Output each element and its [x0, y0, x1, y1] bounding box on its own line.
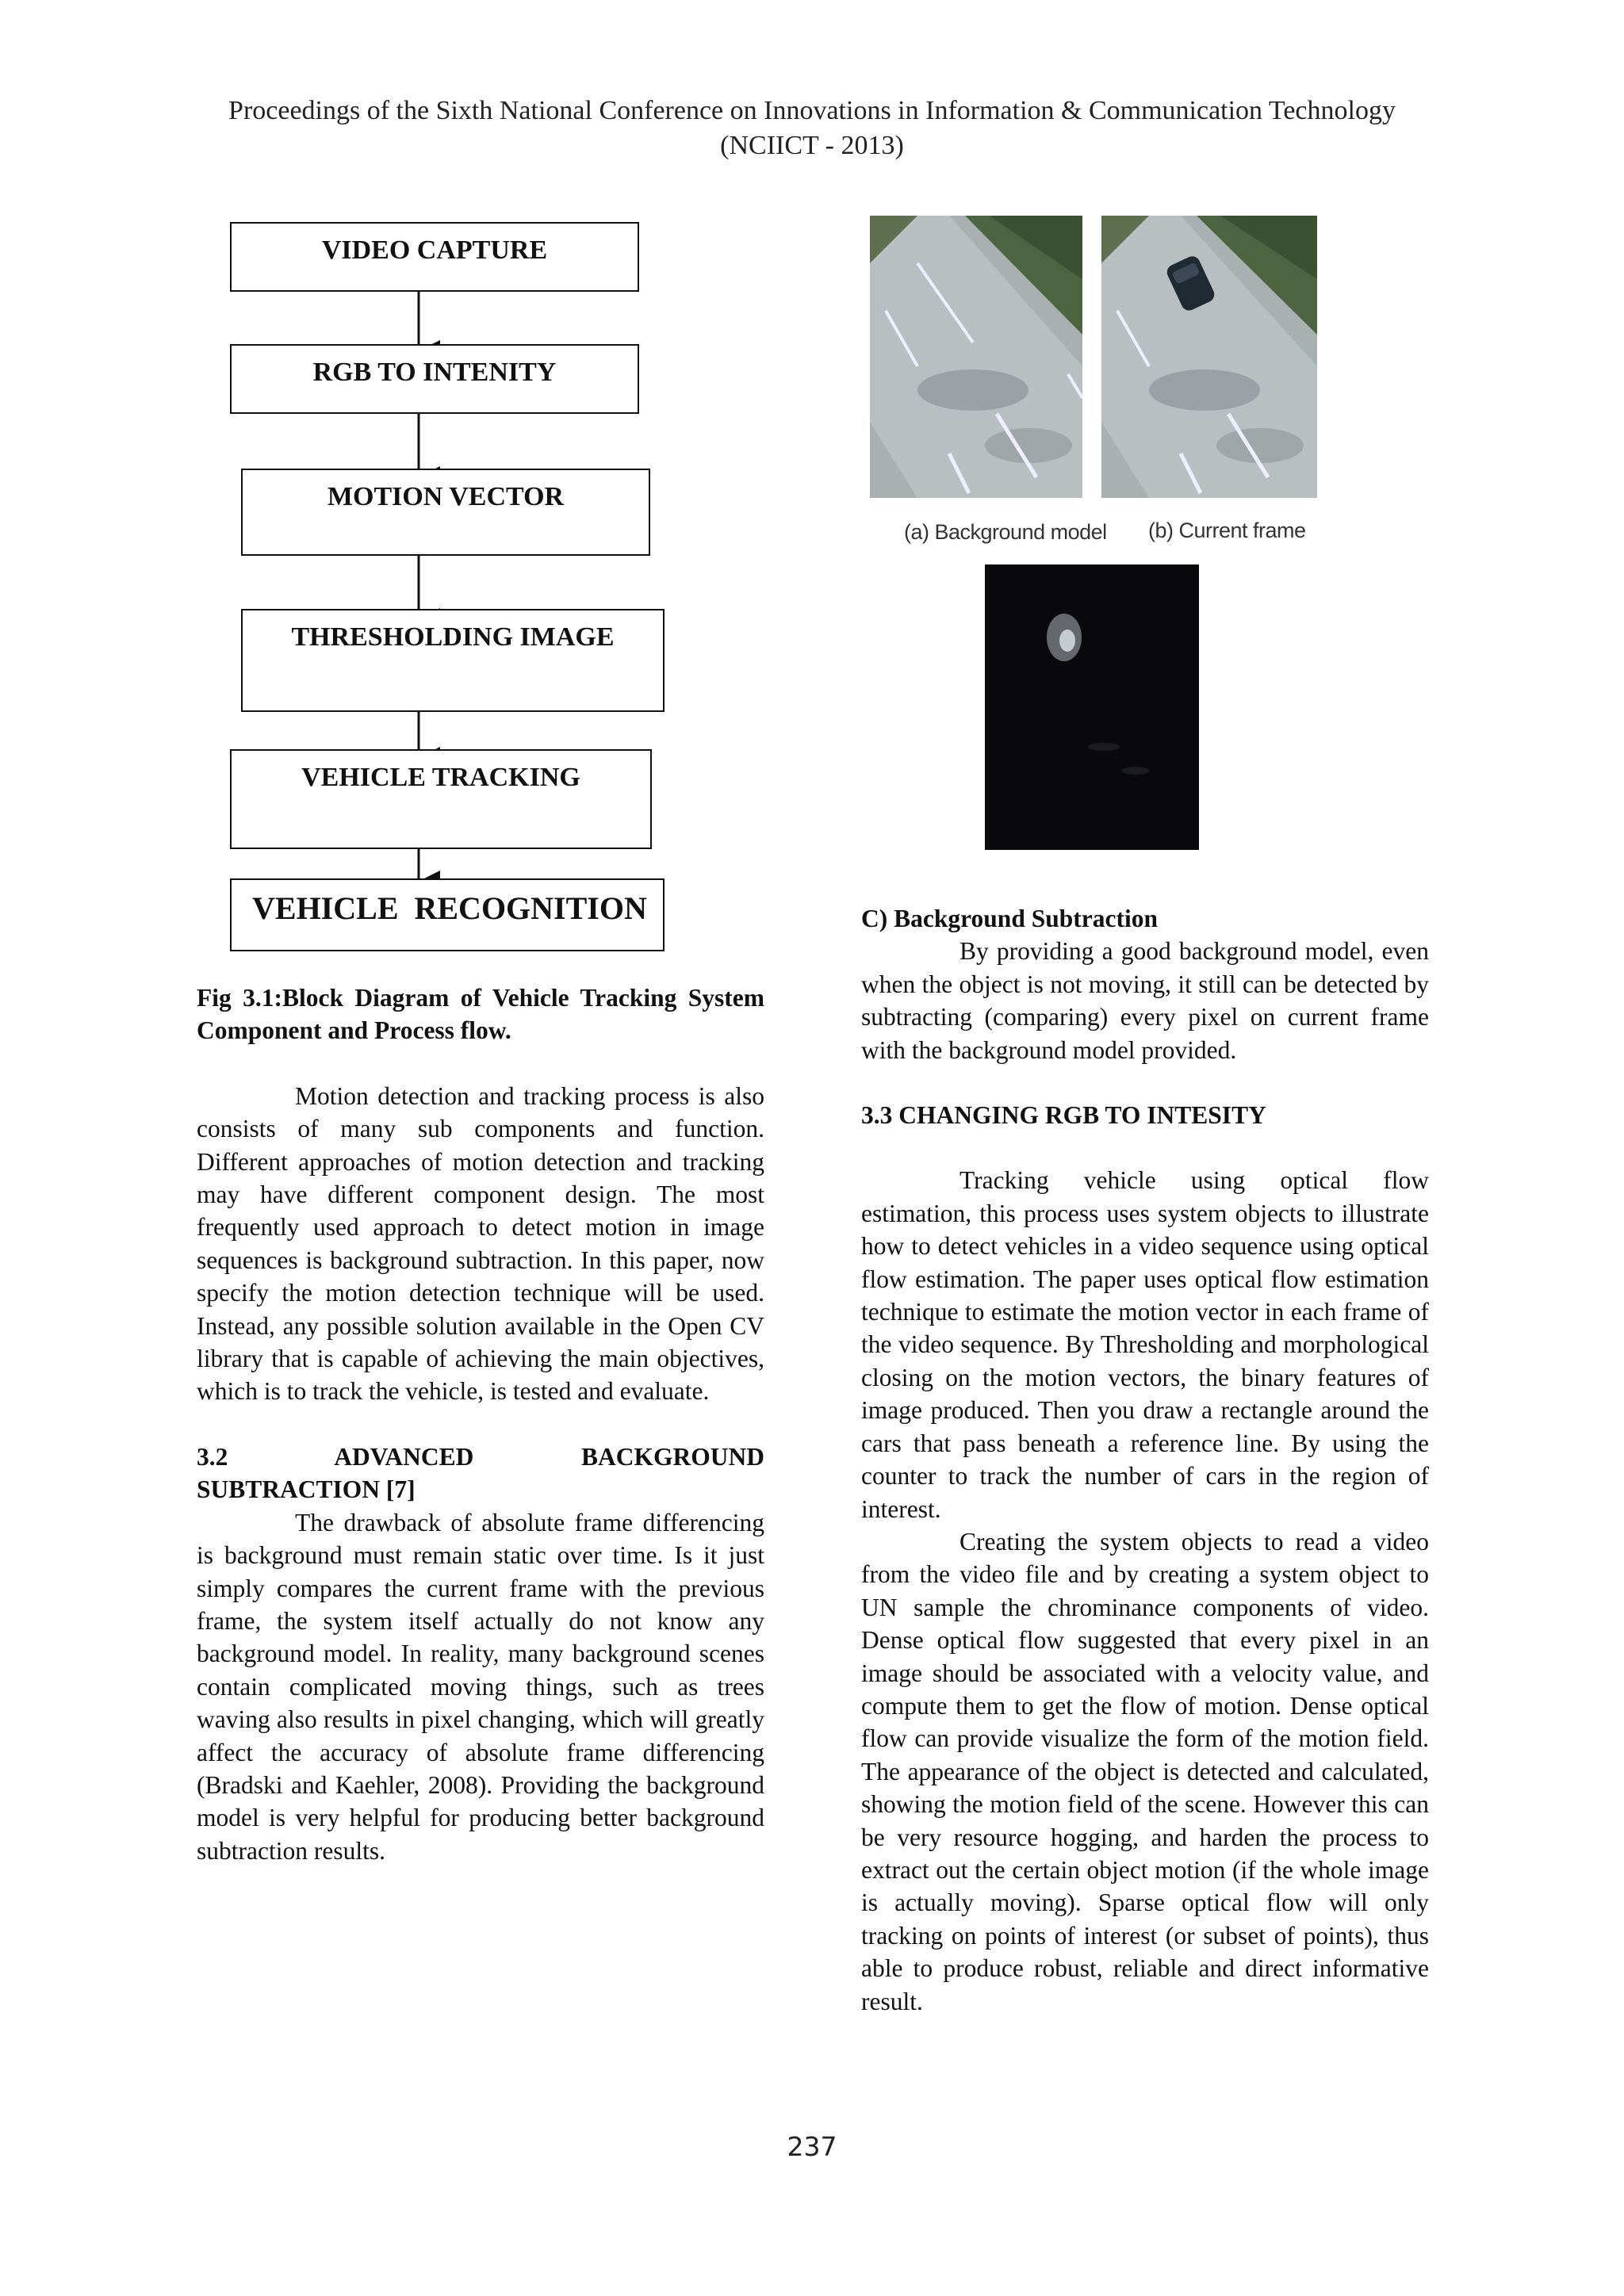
difference-image	[985, 564, 1199, 850]
label-current-frame: (b) Current frame	[1148, 519, 1306, 542]
right-column	[861, 902, 1429, 2018]
section-heading-3-2: 3.2 ADVANCED BACKGROUND	[197, 1442, 764, 1471]
block-diagram	[0, 0, 793, 951]
right-paragraph-2: Creating the system objects to read a video from the video file and by creating a system object to UN sample the chrominance components of video. Dense optical flow suggested that every pixel in an image should be associated with a velocity value, and compute them to get the flow of motion. Dense optical flow can provide visualize the form of the motion field. The appearance of the object is detected and calculated, showing the motion field of the scene. However this can be very resource hogging, and harden the process to extract out the certain object motion (if the whole image is actually moving). Sparse optical flow will only tracking on points of interest (or subset of points), thus able to produce robust, reliable and direct informative result.	[861, 1527, 1429, 2015]
current-frame-image	[1101, 216, 1317, 498]
right-paragraph-1: Tracking vehicle using optical flow estimation, this process uses system objects to illustrate how to detect vehicles in a video sequence using optical flow estimation. The paper uses optical flow estimation technique to estimate the motion vector in each frame of the video sequence. By Thresholding and morphological closing on the motion vectors, the binary features of image produced. Then you draw a rectangle around the cars that pass beneath a reference line. By using the counter to track the number of cars in the region of interest.	[861, 1166, 1429, 1523]
flow-step-label: MOTION VECTOR	[327, 482, 565, 511]
right-paragraph-c: By providing a good background model, even when the object is not moving, it still can be detected by subtracting (comparing) every pixel on current frame with the background model provided.	[861, 937, 1429, 1064]
flow-step-label: VEHICLE TRACKING	[301, 763, 580, 792]
label-background-model: (a) Background model	[904, 520, 1107, 544]
left-paragraph-2: The drawback of absolute frame differencing is background must remain static over time. Is it just simply compares the current frame with the previous frame, the system itself actually do not know any background model. In reality, many background scenes contain complicated moving things, such as trees waving also results in pixel changing, which will greatly affect the accuracy of absolute frame differencing (Bradski and Kaehler, 2008). Providing the background model is very helpful for producing better background subtraction results.	[197, 1508, 764, 1865]
flow-step-vehicle-recognition	[230, 878, 665, 951]
flow-step-rgb-to-intensity	[230, 344, 639, 414]
header-line-1: Proceedings of the Sixth National Conference on Innovations in Information & Communication Technology	[228, 96, 1396, 125]
page-number: 237	[787, 2131, 837, 2162]
header-line-2: (NCIICT - 2013)	[720, 131, 904, 160]
left-paragraph-1: Motion detection and tracking process is also consists of many sub components and function. Different approaches of motion detection and tracking may have different component design. The most frequently used approach to detect motion in image sequences is background subtraction. In this paper, now specify the motion detection technique will be used. Instead, any possible solution available in the Open CV library that is capable of achieving the main objectives, which is to track the vehicle, is tested and evaluate.	[197, 1081, 764, 1406]
section-heading-3-3: 3.3 CHANGING RGB TO INTESITY	[861, 1101, 1266, 1130]
flow-step-vehicle-tracking	[230, 749, 652, 849]
flow-step-label: THRESHOLDING IMAGE	[291, 622, 615, 652]
flow-step-video-capture	[230, 222, 639, 292]
flow-step-thresholding-image	[241, 609, 665, 712]
background-model-image	[870, 216, 1082, 498]
left-column	[197, 982, 764, 1867]
flow-step-label: VEHICLE RECOGNITION	[252, 890, 647, 926]
flow-step-label: VIDEO CAPTURE	[321, 235, 548, 265]
subsection-heading-c: C) Background Subtraction	[861, 905, 1158, 932]
section-heading-3-2-cont: SUBTRACTION [7]	[197, 1475, 416, 1504]
figure-caption: Fig 3.1:Block Diagram of Vehicle Tracking System Component and Process flow.	[197, 984, 764, 1045]
flow-step-label: RGB TO INTENITY	[312, 358, 557, 387]
flow-step-motion-vector	[241, 469, 650, 556]
